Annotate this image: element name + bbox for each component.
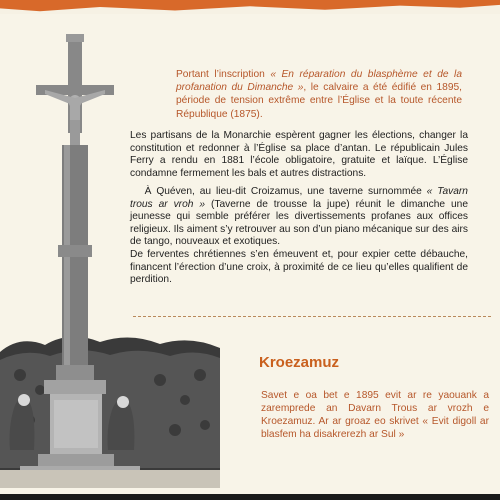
intro-inscription-text (176, 68, 462, 121)
paragraph-chretiennes: De ferventes chrétiennes s’en émeuvent et, pour expier cette débauche, financent l’érection d’une croix, à proximité de ce lieu qu’elles qualifient de perdition. (130, 249, 468, 286)
p2-quote: « Tavarn trous ar vroh » (130, 186, 468, 210)
breton-section-title: Kroezamuz (259, 354, 340, 371)
intro-suffix: , le calvaire a été édifié en 1895, période de tension extrême entre l’Église et la toute récente République (1875). (176, 82, 462, 120)
breton-text: Savet e oa bet e 1895 evit ar re yaouank a zaremprede an Davarn Trous ar vrozh e Kroezamuz. Ar ar groaz eo skrivet « Evit digoll ar blasfem ha disakrerezh ar Sul » (261, 390, 489, 440)
intro-prefix: Portant l’inscription (176, 69, 271, 80)
p2-prefix: À Quéven, au lieu-dit Croizamus, une taverne surnommée (144, 186, 427, 197)
p2-suffix: (Taverne de trousse la jupe) réunit le dimanche une jeunesse qui semble préférer les divertissements profanes aux offices religieux. Ils aiment s’y retrouver au son d’un piano mécanique sur des airs de tango, nouveaux et exotiques. (130, 198, 469, 248)
bottom-bar (0, 494, 500, 500)
paragraph-queven (130, 186, 468, 249)
intro-quote: « En réparation du blasphème et de la profanation du Dimanche » (176, 69, 462, 94)
section-divider (133, 316, 491, 317)
paragraph-monarchy: Les partisans de la Monarchie espèrent gagner les élections, changer la constitution et redonner à l’Église sa place d’antan. Le républicain Jules Ferry a rendu en 1881 l’école obligatoire, gratuite et laïque. L’Église condamne fermement les bals et autres distractions. (130, 130, 468, 179)
top-brush-stroke (0, 0, 500, 14)
